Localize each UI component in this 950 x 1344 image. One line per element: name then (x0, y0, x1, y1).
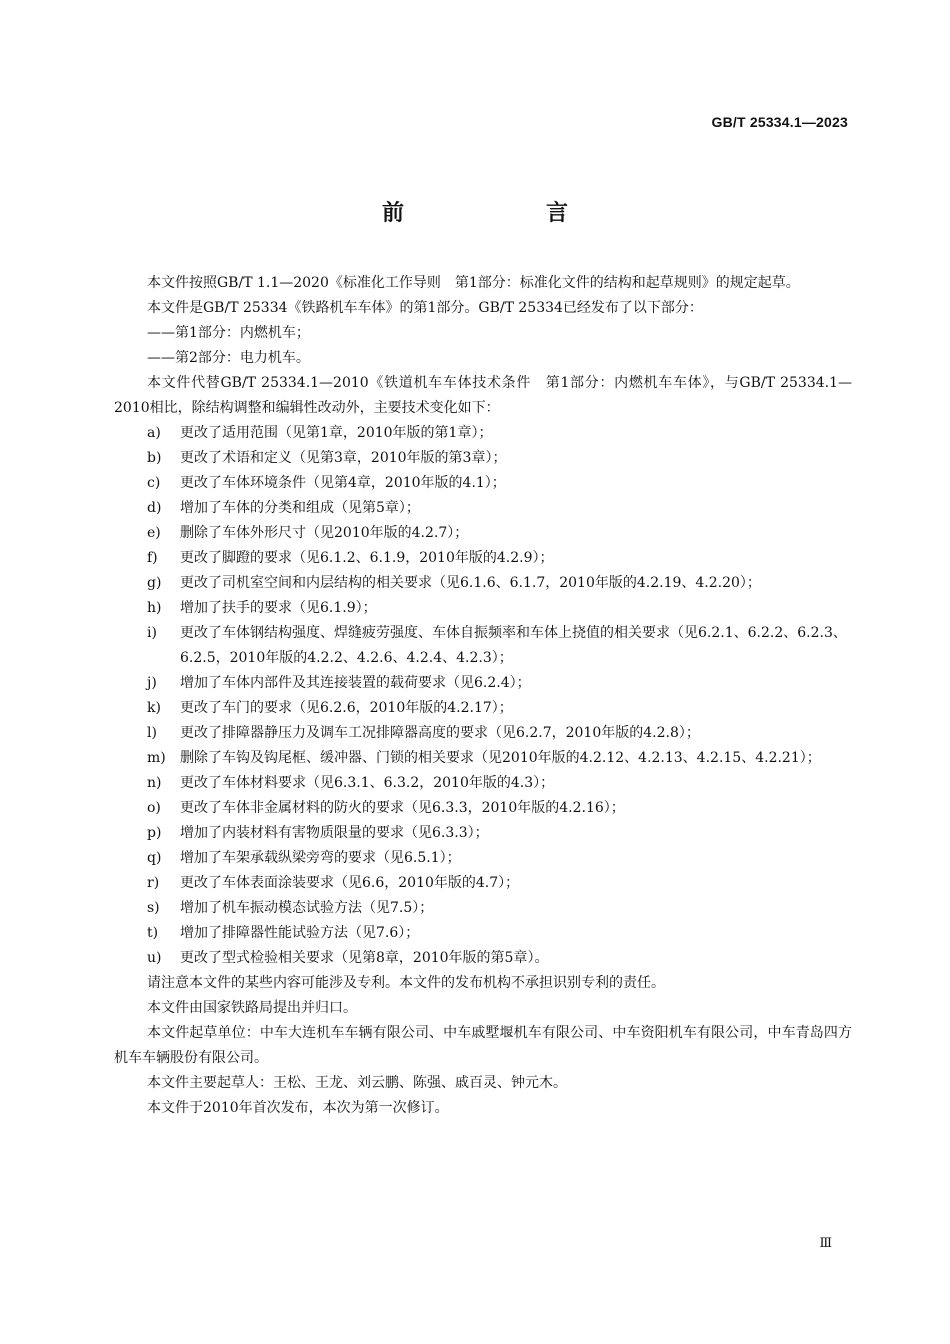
intro-paragraph: 本文件按照GB/T 1.1—2020《标准化工作导则 第1部分：标准化文件的结构和起草规则》的规定起草。 (147, 275, 800, 291)
drafters: 本文件主要起草人：王松、王龙、刘云鹏、陈强、戚百灵、钟元木。 (147, 1075, 567, 1091)
change-label: n) (147, 775, 162, 791)
change-item (114, 571, 852, 596)
change-item (114, 746, 852, 771)
change-item (114, 921, 852, 946)
change-label: j) (147, 675, 157, 691)
change-text: 更改了适用范围（见第1章，2010年版的第1章）； (180, 425, 493, 441)
proposer-statement: 本文件由国家铁路局提出并归口。 (147, 1000, 357, 1016)
patent-notice: 请注意本文件的某些内容可能涉及专利。本文件的发布机构不承担识别专利的责任。 (147, 975, 665, 991)
change-item (114, 946, 852, 971)
change-label: o) (147, 800, 161, 816)
change-item (114, 621, 852, 671)
change-label: u) (147, 950, 162, 966)
change-label: d) (147, 500, 162, 516)
change-text: 增加了内装材料有害物质限量的要求（见6.3.3）； (180, 825, 489, 841)
change-text: 增加了车体内部件及其连接装置的载荷要求（见6.2.4）； (180, 675, 531, 691)
change-text: 增加了车架承载纵梁旁弯的要求（见6.5.1）； (180, 850, 461, 866)
change-item (114, 896, 852, 921)
change-text: 更改了排障器静压力及调车工况排障器高度的要求（见6.2.7，2010年版的4.2.8）； (180, 725, 700, 741)
change-label: b) (147, 450, 162, 466)
change-text: 更改了车门的要求（见6.2.6，2010年版的4.2.17）； (180, 700, 513, 716)
change-text: 更改了车体材料要求（见6.3.1、6.3.2，2010年版的4.3）； (180, 775, 555, 791)
standard-code: GB/T 25334.1—2023 (711, 114, 848, 130)
change-text: 更改了脚蹬的要求（见6.1.2、6.1.9，2010年版的4.2.9）； (180, 550, 554, 566)
change-label: c) (147, 475, 161, 491)
part-list-item: ——第1部分：内燃机车； (147, 325, 310, 341)
publication-history: 本文件于2010年首次发布，本次为第一次修订。 (147, 1100, 449, 1116)
change-item (114, 721, 852, 746)
change-text: 更改了司机室空间和内层结构的相关要求（见6.1.6、6.1.7，2010年版的4.2.19、4.2.20）； (180, 575, 761, 591)
change-label: k) (147, 700, 161, 716)
change-label: p) (147, 825, 162, 841)
change-text: 增加了排障器性能试验方法（见7.6）； (180, 925, 420, 941)
change-label: f) (147, 550, 158, 566)
change-item (114, 596, 852, 621)
change-label: i) (147, 625, 157, 641)
change-item (114, 546, 852, 571)
change-item (114, 421, 852, 446)
change-label: r) (147, 875, 160, 891)
change-label: l) (147, 725, 157, 741)
change-text: 更改了术语和定义（见第3章，2010年版的第3章）； (180, 450, 507, 466)
drafting-units: 本文件起草单位：中车大连机车车辆有限公司、中车戚墅堰机车有限公司、中车资阳机车有限公司，中车青岛四方机车车辆股份有限公司。 (114, 1025, 852, 1066)
change-text: 增加了扶手的要求（见6.1.9）； (180, 600, 377, 616)
change-item (114, 771, 852, 796)
change-text: 更改了型式检验相关要求（见第8章，2010年版的第5章）。 (180, 950, 549, 966)
intro-paragraph: 本文件是GB/T 25334《铁路机车车体》的第1部分。GB/T 25334已经发布了以下部分： (147, 300, 703, 316)
change-text: 删除了车体外形尺寸（见2010年版的4.2.7）； (180, 525, 469, 541)
change-text: 更改了车体非金属材料的防火的要求（见6.3.3，2010年版的4.2.16）； (180, 800, 625, 816)
change-label: m) (147, 750, 166, 766)
replacement-paragraph: 本文件代替GB/T 25334.1—2010《铁道机车车体技术条件 第1部分：内燃机车车体》，与GB/T 25334.1—2010相比，除结构调整和编辑性改动外，主要技术变化如下： (114, 375, 852, 416)
change-text: 删除了车钩及钩尾框、缓冲器、门锁的相关要求（见2010年版的4.2.12、4.2.13、4.2.15、4.2.21）； (180, 750, 821, 766)
change-item (114, 846, 852, 871)
change-text: 增加了车体的分类和组成（见第5章）； (180, 500, 420, 516)
change-item (114, 496, 852, 521)
change-item (114, 696, 852, 721)
page-title: 前 言 (381, 201, 628, 226)
change-item (114, 821, 852, 846)
change-item (114, 871, 852, 896)
change-label: s) (147, 900, 160, 916)
change-text: 更改了车体环境条件（见第4章，2010年版的4.1）； (180, 475, 506, 491)
change-label: e) (147, 525, 161, 541)
change-label: g) (147, 575, 162, 591)
change-label: q) (147, 850, 162, 866)
change-item (114, 471, 852, 496)
change-label: t) (147, 925, 159, 941)
change-text: 更改了车体表面涂装要求（见6.6，2010年版的4.7）； (180, 875, 520, 891)
document-body (114, 271, 852, 1121)
change-text: 更改了车体钢结构强度、焊缝疲劳强度、车体自振频率和车体上挠值的相关要求（见6.2.1、6.2.2、6.2.3、6.2.5，2010年版的4.2.2、4.2.6、4.2.4、4.2.3）； (180, 625, 847, 666)
change-label: h) (147, 600, 162, 616)
change-text: 增加了机车振动模态试验方法（见7.5）； (180, 900, 434, 916)
part-list-item: ——第2部分：电力机车。 (147, 350, 310, 366)
changes-list (114, 421, 852, 971)
change-item (114, 796, 852, 821)
change-label: a) (147, 425, 161, 441)
change-item (114, 446, 852, 471)
change-item (114, 521, 852, 546)
page-number: Ⅲ (819, 1235, 832, 1250)
change-item (114, 671, 852, 696)
